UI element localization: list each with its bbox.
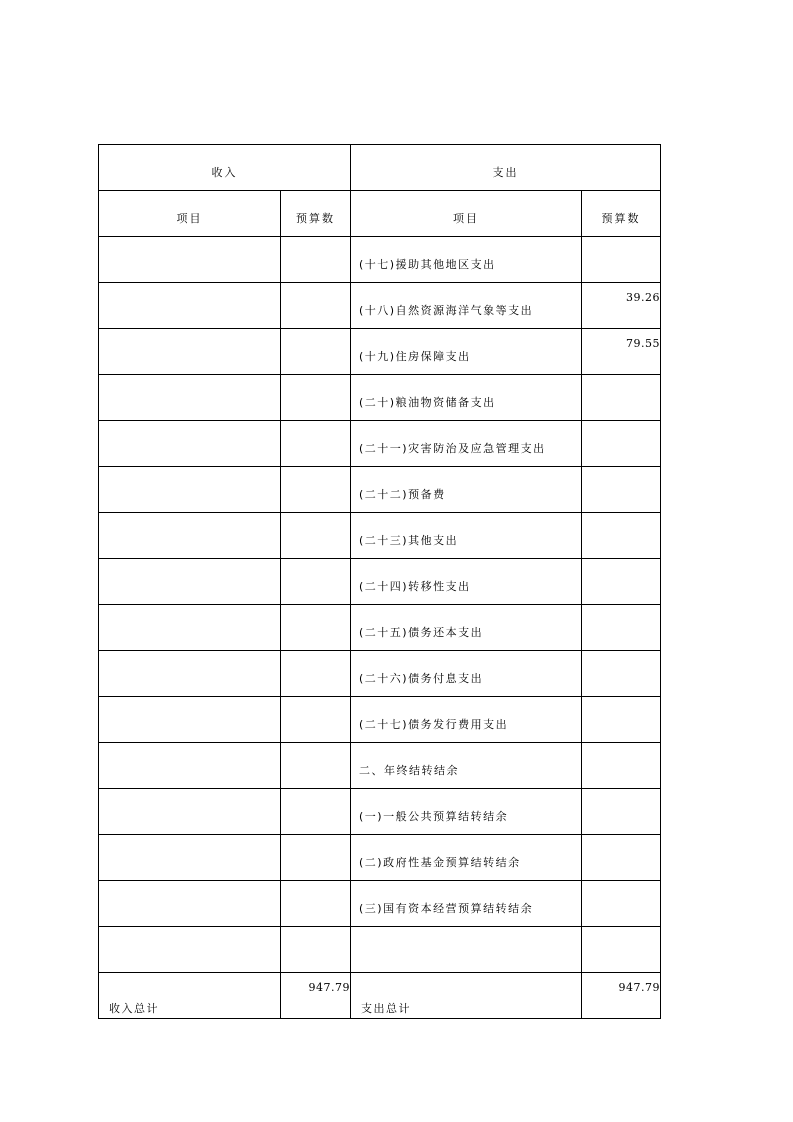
expenditure-item-cell: (二十二)预备费	[351, 467, 582, 513]
expenditure-amount-cell	[582, 927, 661, 973]
income-amount-cell	[281, 697, 351, 743]
income-amount-cell	[281, 559, 351, 605]
table-row	[99, 421, 661, 467]
income-item-cell	[99, 651, 281, 697]
table-row	[99, 283, 661, 329]
expenditure-amount-cell	[582, 835, 661, 881]
expenditure-amount-cell	[582, 651, 661, 697]
income-amount-cell	[281, 835, 351, 881]
expenditure-amount-cell: 79.55	[582, 329, 661, 375]
expenditure-item-cell: (十七)援助其他地区支出	[351, 237, 582, 283]
income-item-cell	[99, 283, 281, 329]
expenditure-amount-cell: 39.26	[582, 283, 661, 329]
income-item-cell	[99, 237, 281, 283]
income-item-cell	[99, 559, 281, 605]
income-item-cell	[99, 881, 281, 927]
table-row	[99, 329, 661, 375]
table-row	[99, 651, 661, 697]
income-total-amount: 947.79	[281, 973, 351, 1019]
income-item-cell	[99, 697, 281, 743]
expenditure-amount-cell	[582, 881, 661, 927]
expenditure-item-cell: (二十六)债务付息支出	[351, 651, 582, 697]
expenditure-item-cell: (二十三)其他支出	[351, 513, 582, 559]
table-row	[99, 927, 661, 973]
expenditure-total-amount: 947.79	[582, 973, 661, 1019]
expenditure-amount-cell	[582, 789, 661, 835]
totals-row	[99, 973, 661, 1019]
expenditure-amount-cell	[582, 605, 661, 651]
expenditure-item-cell: (二)政府性基金预算结转结余	[351, 835, 582, 881]
table-row	[99, 881, 661, 927]
income-item-cell	[99, 467, 281, 513]
expenditure-amount-cell	[582, 559, 661, 605]
income-amount-cell	[281, 237, 351, 283]
income-item-cell	[99, 605, 281, 651]
table-row	[99, 237, 661, 283]
expenditure-item-header: 项目	[351, 191, 582, 237]
expenditure-amount-cell	[582, 467, 661, 513]
table-row	[99, 559, 661, 605]
budget-table	[98, 144, 661, 1019]
expenditure-item-cell: (十八)自然资源海洋气象等支出	[351, 283, 582, 329]
expenditure-total-label: 支出总计	[351, 973, 582, 1019]
table-row	[99, 835, 661, 881]
table-row	[99, 467, 661, 513]
expenditure-item-cell: (二十一)灾害防治及应急管理支出	[351, 421, 582, 467]
expenditure-amount-cell	[582, 697, 661, 743]
income-section-header: 收入	[99, 145, 351, 191]
income-item-cell	[99, 743, 281, 789]
income-amount-cell	[281, 421, 351, 467]
expenditure-item-cell: (二十五)债务还本支出	[351, 605, 582, 651]
income-amount-cell	[281, 467, 351, 513]
expenditure-section-header: 支出	[351, 145, 661, 191]
income-item-cell	[99, 375, 281, 421]
income-amount-cell	[281, 605, 351, 651]
expenditure-budget-header: 预算数	[582, 191, 661, 237]
expenditure-item-cell: (二十四)转移性支出	[351, 559, 582, 605]
income-amount-cell	[281, 881, 351, 927]
income-item-cell	[99, 513, 281, 559]
income-amount-cell	[281, 651, 351, 697]
expenditure-amount-cell	[582, 421, 661, 467]
income-item-cell	[99, 927, 281, 973]
income-amount-cell	[281, 329, 351, 375]
expenditure-item-cell: (二十七)债务发行费用支出	[351, 697, 582, 743]
table-row	[99, 789, 661, 835]
income-amount-cell	[281, 283, 351, 329]
income-amount-cell	[281, 789, 351, 835]
income-item-header: 项目	[99, 191, 281, 237]
expenditure-item-cell: (十九)住房保障支出	[351, 329, 582, 375]
column-header-row	[99, 191, 661, 237]
expenditure-amount-cell	[582, 513, 661, 559]
expenditure-item-cell: (一)一般公共预算结转结余	[351, 789, 582, 835]
expenditure-item-cell: 二、年终结转结余	[351, 743, 582, 789]
income-amount-cell	[281, 375, 351, 421]
expenditure-amount-cell	[582, 375, 661, 421]
income-item-cell	[99, 835, 281, 881]
income-item-cell	[99, 421, 281, 467]
income-amount-cell	[281, 743, 351, 789]
expenditure-item-cell: (二十)粮油物资储备支出	[351, 375, 582, 421]
section-header-row	[99, 145, 661, 191]
income-budget-header: 预算数	[281, 191, 351, 237]
table-row	[99, 743, 661, 789]
table-row	[99, 605, 661, 651]
income-amount-cell	[281, 927, 351, 973]
income-total-label: 收入总计	[99, 973, 281, 1019]
table-row	[99, 697, 661, 743]
expenditure-amount-cell	[582, 743, 661, 789]
table-row	[99, 375, 661, 421]
income-item-cell	[99, 329, 281, 375]
table-row	[99, 513, 661, 559]
expenditure-item-cell	[351, 927, 582, 973]
income-item-cell	[99, 789, 281, 835]
expenditure-amount-cell	[582, 237, 661, 283]
expenditure-item-cell: (三)国有资本经营预算结转结余	[351, 881, 582, 927]
income-amount-cell	[281, 513, 351, 559]
